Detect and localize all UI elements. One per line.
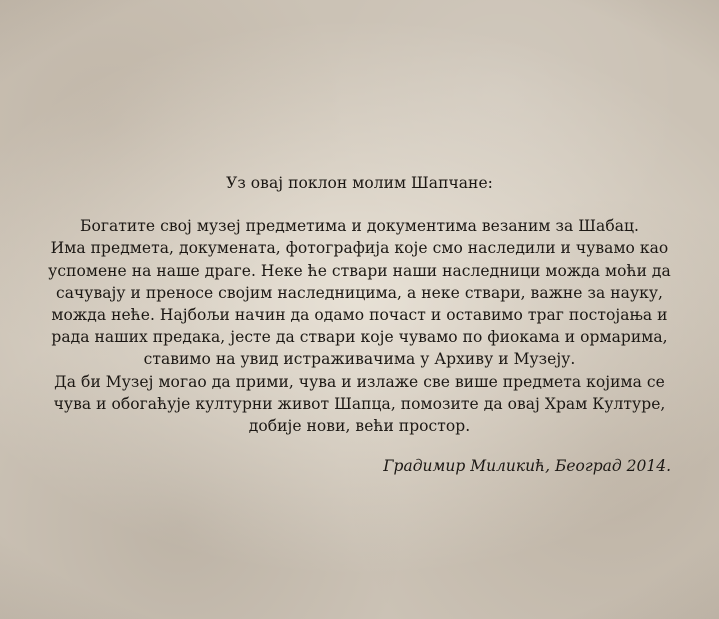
letter-line: добије нови, већи простор. [248,417,471,436]
letter-line: ставимо на увид истраживачима у Архиву и Музеју. [143,350,576,369]
letter-signature: Градимир Миликић, Београд 2014. [383,457,671,475]
letter-greeting: Уз овај поклон молим Шапчане: [226,174,493,192]
letter-line: успомене на наше драге. Неке ће ствари наши наследници можда моћи да [48,261,671,280]
letter-line: Да би Музеј могао да прими, чува и излаже све више предмета којима се [54,372,665,391]
letter-body [40,215,679,437]
letter-text [40,172,679,437]
letter-line: можда неће. Најбољи начин да одамо почаст и оставимо траг постојања и [51,306,668,325]
letter-line: сачувају и преносе својим наследницима, а неке ствари, важне за науку, [55,283,663,302]
letter-line: чува и обогаћује културни живот Шапца, помозите да овај Храм Културе, [53,394,666,413]
letter-line: Има предмета, докумената, фотографија које смо наследили и чувамо као [50,239,669,258]
letter-line: Богатите свој музеј предметима и документима везаним за Шабац. [80,217,639,236]
letter-line: рада наших предака, јесте да ствари које чувамо по фиокама и ормарима, [51,328,668,347]
